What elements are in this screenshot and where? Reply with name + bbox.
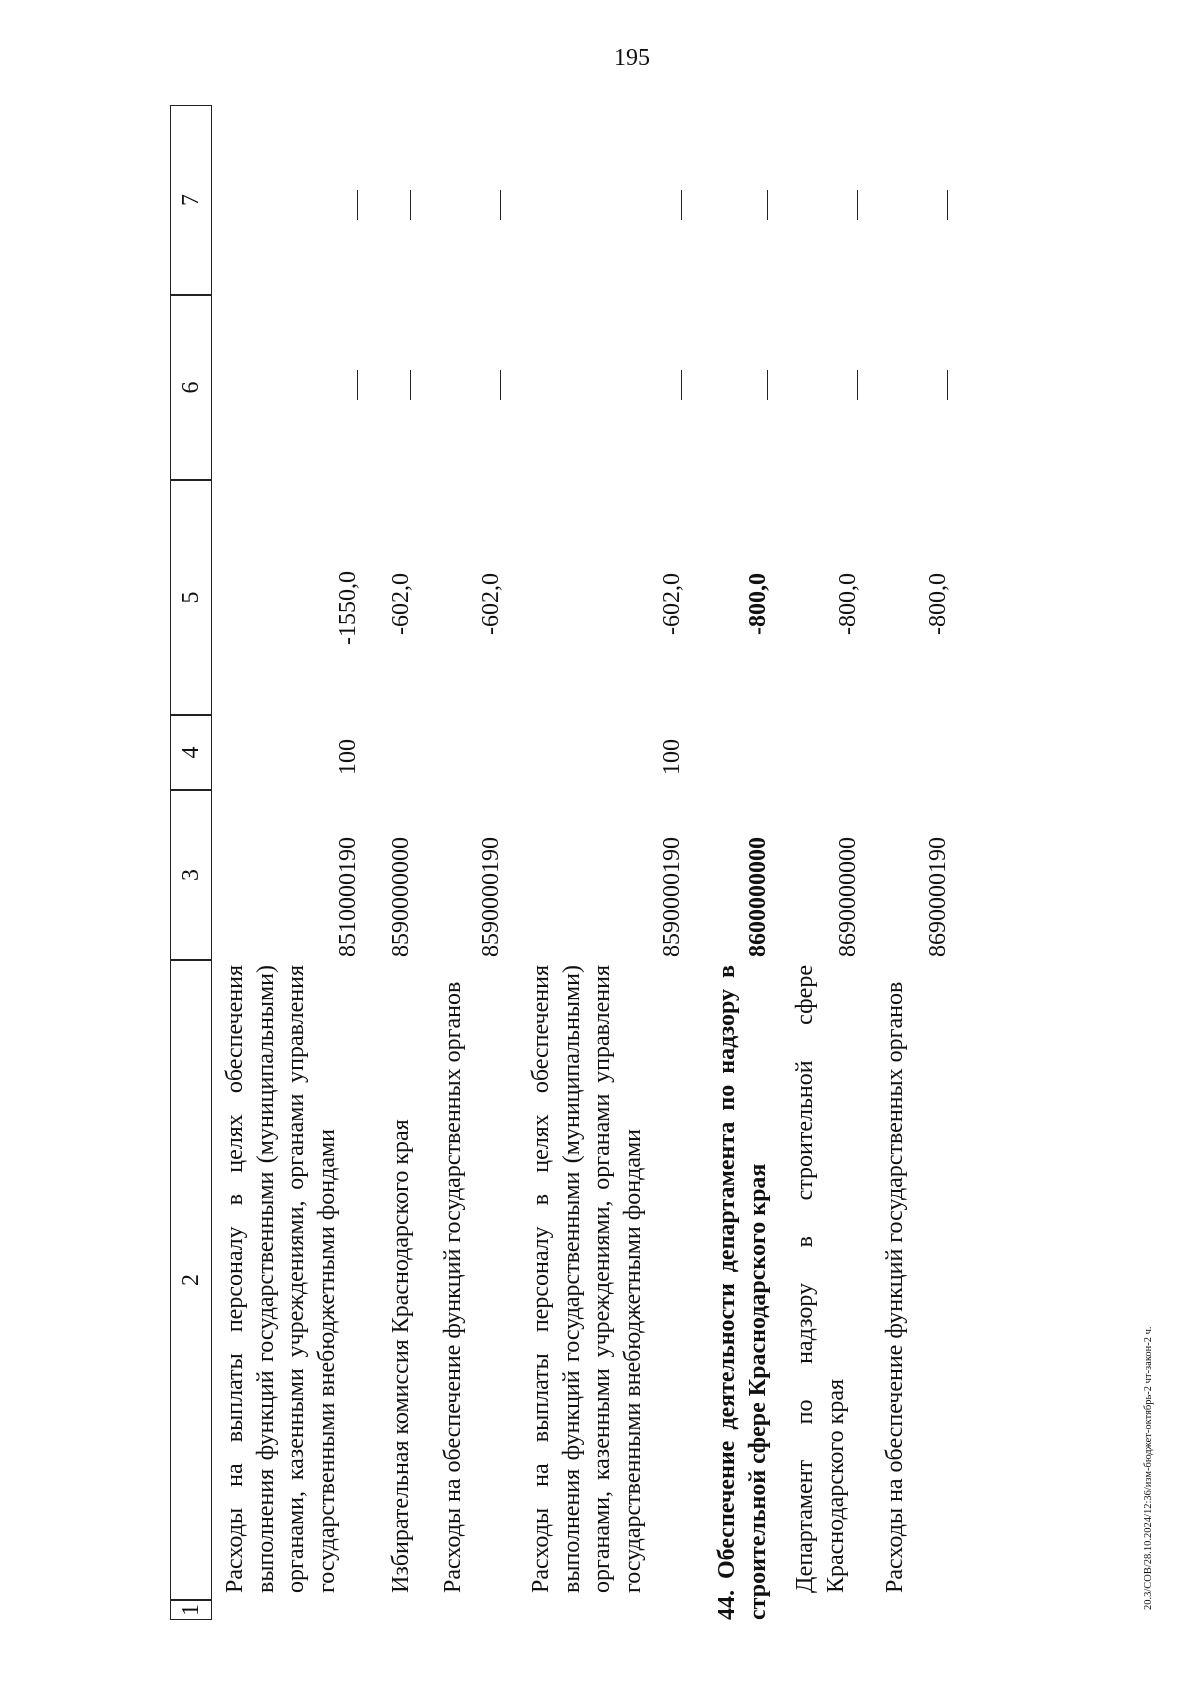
table-header-row	[170, 80, 212, 1620]
row-2-col7-dash	[500, 190, 501, 220]
row-4-code: 8600000000	[745, 837, 771, 957]
row-3-code: 8590000190	[659, 837, 685, 957]
header-col-4: 4	[170, 715, 212, 790]
row-3-col7-dash	[681, 190, 682, 220]
row-2-col6-dash	[500, 370, 501, 400]
row-5-col6-dash	[857, 370, 858, 400]
row-5-col7-dash	[857, 190, 858, 220]
row-1-col7-dash	[410, 190, 411, 220]
header-col-1: 1	[170, 1600, 212, 1620]
row-2-description: Расходы на обеспечение функций государственных органов	[440, 981, 466, 1593]
row-3-type: 100	[659, 739, 685, 775]
row-3-col6-dash	[681, 370, 682, 400]
row-6-description: Расходы на обеспечение функций государственных органов	[882, 981, 908, 1593]
row-6-col6-dash	[947, 370, 948, 400]
row-6-code: 8690000190	[925, 837, 951, 957]
header-col-5: 5	[170, 480, 212, 715]
footer-code-text: 20.3/СОВ/28.10.2024/12:36/изм-бюджет-октябрь-2 чт-закон-2 ч.	[1143, 1326, 1154, 1610]
row-5-description: Департамент по надзору в строительной сфере Краснодарского края	[792, 965, 849, 1593]
row-4-description: 44. Обеспечение деятельности департамента по надзору в строительной сфере Краснодарского края	[714, 965, 771, 1620]
row-0-col7-dash	[357, 190, 358, 220]
row-2-amount: -602,0	[478, 573, 504, 635]
row-4-amount: -800,0	[745, 573, 771, 635]
row-3-amount: -602,0	[659, 573, 685, 635]
row-0-description: Расходы на выплаты персоналу в целях обеспечения выполнения функций государственными (муниципальными) органами, казенными учреждениями, органами управления государственными внебюджетными фондами	[222, 965, 340, 1593]
row-0-col6-dash	[357, 370, 358, 400]
row-3-description: Расходы на выплаты персоналу в целях обеспечения выполнения функций государственными (муниципальными) органами, казенными учреждениями, органами управления государственными внебюджетными фондами	[528, 965, 646, 1593]
row-4-col7-dash	[767, 190, 768, 220]
budget-table	[170, 80, 1190, 1620]
row-1-code: 8590000000	[388, 837, 414, 957]
header-col-7: 7	[170, 105, 212, 295]
row-2-code: 8590000190	[478, 837, 504, 957]
row-6-amount: -800,0	[925, 573, 951, 635]
row-4-col6-dash	[767, 370, 768, 400]
row-1-amount: -602,0	[388, 573, 414, 635]
row-6-col7-dash	[947, 190, 948, 220]
row-1-col6-dash	[410, 370, 411, 400]
header-col-3: 3	[170, 790, 212, 960]
header-col-2: 2	[170, 960, 212, 1600]
row-0-amount: -1550,0	[335, 571, 361, 645]
page-number: 195	[614, 45, 650, 71]
row-5-amount: -800,0	[835, 573, 861, 635]
row-0-type: 100	[335, 739, 361, 775]
row-1-description: Избирательная комиссия Краснодарского края	[388, 1119, 414, 1593]
row-5-code: 8690000000	[835, 837, 861, 957]
header-col-6: 6	[170, 295, 212, 480]
row-0-code: 8510000190	[335, 837, 361, 957]
